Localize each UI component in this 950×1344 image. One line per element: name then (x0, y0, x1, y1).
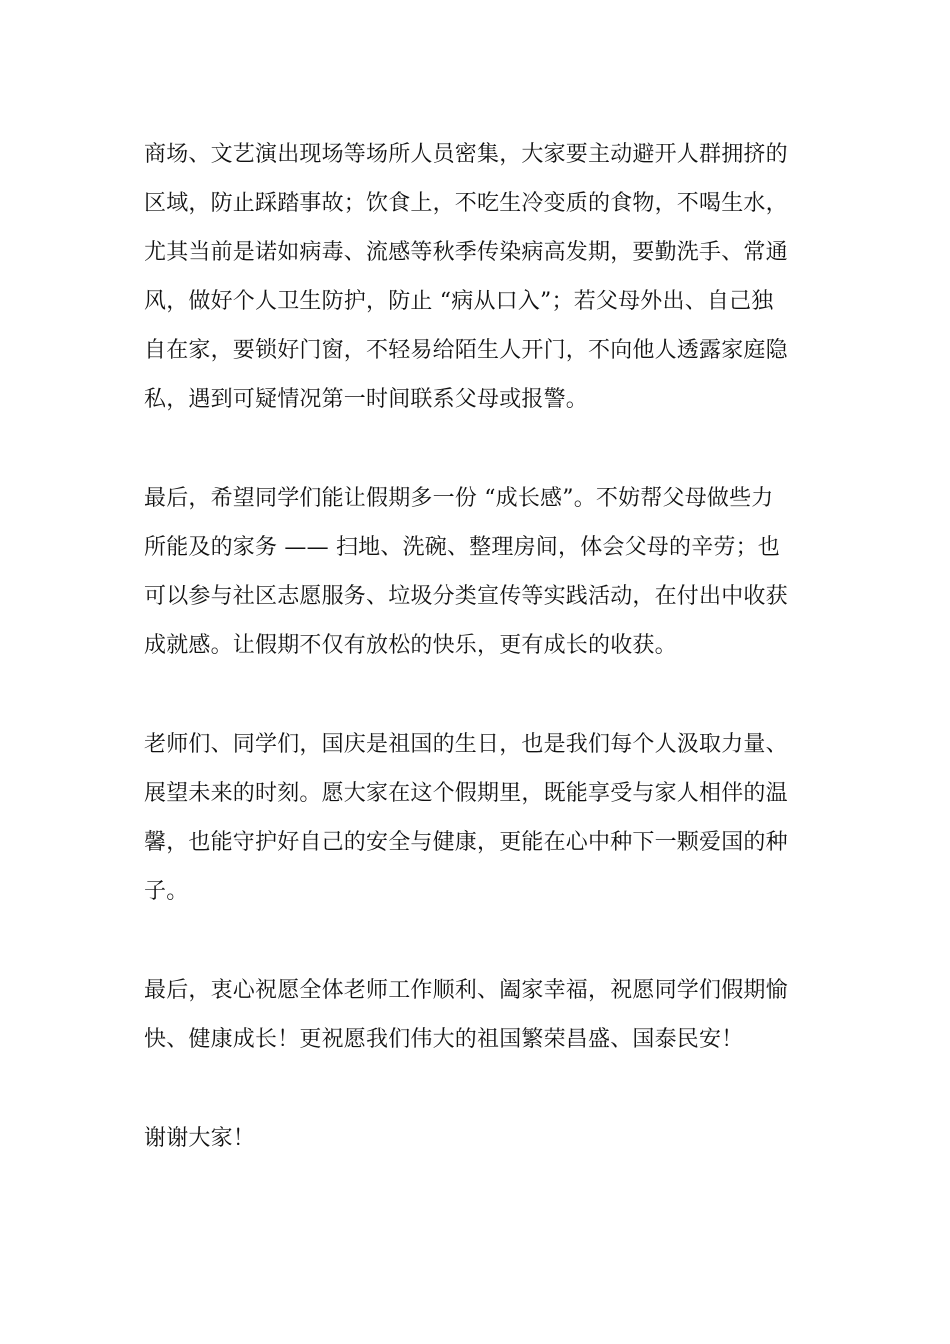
text-line: 风，做好个人卫生防护，防止 “病从口入”；若父母外出、自己独 (144, 289, 774, 314)
paragraph-national-day (144, 720, 808, 916)
text-line: 子。 (144, 879, 189, 904)
text-line: 馨，也能守护好自己的安全与健康，更能在心中种下一颗爱国的种 (144, 830, 788, 855)
text-line: 快、健康成长！更祝愿我们伟大的祖国繁荣昌盛、国泰民安！ (144, 1027, 744, 1052)
text-line: 区域，防止踩踏事故；饮食上，不吃生冷变质的食物，不喝生水， (144, 191, 788, 216)
paragraph-growth (144, 474, 808, 670)
text-line: 最后，希望同学们能让假期多一份 “成长感”。不妨帮父母做些力 (144, 486, 774, 511)
text-line: 成就感。让假期不仅有放松的快乐，更有成长的收获。 (144, 633, 677, 658)
text-line: 商场、文艺演出现场等场所人员密集，大家要主动避开人群拥挤的 (144, 142, 788, 167)
text-line: 尤其当前是诺如病毒、流感等秋季传染病高发期，要勤洗手、常通 (144, 240, 788, 265)
text-line: 展望未来的时刻。愿大家在这个假期里，既能享受与家人相伴的温 (144, 781, 788, 806)
paragraph-wishes (144, 966, 808, 1064)
paragraph-closing (144, 1114, 808, 1163)
text-line: 谢谢大家！ (144, 1126, 256, 1151)
text-line: 最后，衷心祝愿全体老师工作顺利、阖家幸福，祝愿同学们假期愉 (144, 978, 788, 1003)
text-line: 老师们、同学们，国庆是祖国的生日，也是我们每个人汲取力量、 (144, 732, 788, 757)
text-line: 私，遇到可疑情况第一时间联系父母或报警。 (144, 387, 589, 412)
text-line: 可以参与社区志愿服务、垃圾分类宣传等实践活动，在付出中收获 (144, 584, 788, 609)
paragraph-safety (144, 130, 808, 424)
document-body (144, 130, 808, 1213)
text-line: 所能及的家务 —— 扫地、洗碗、整理房间，体会父母的辛劳；也 (144, 535, 780, 560)
text-line: 自在家，要锁好门窗，不轻易给陌生人开门，不向他人透露家庭隐 (144, 338, 788, 363)
